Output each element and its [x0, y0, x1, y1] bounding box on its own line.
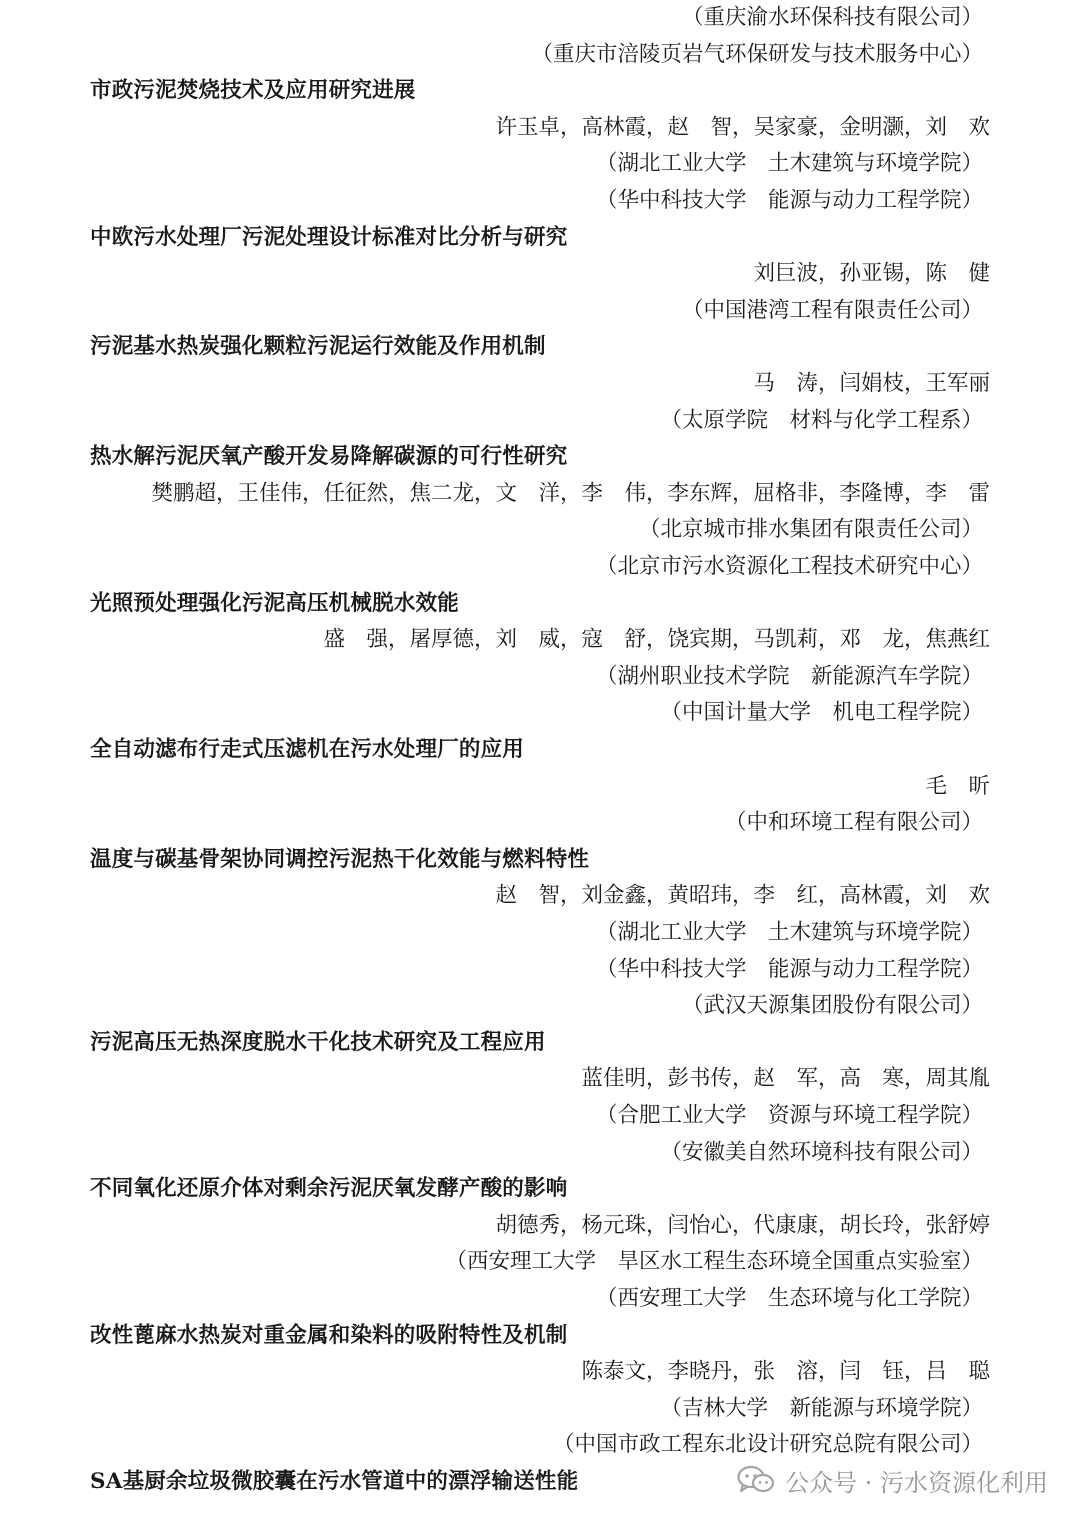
- paper-affiliation: （重庆渝水环保科技有限公司）: [681, 5, 983, 30]
- paper-affiliation: （北京市污水资源化工程技术研究中心）: [595, 554, 983, 579]
- paper-title: 污泥基水热炭强化颗粒污泥运行效能及作用机制: [90, 334, 546, 360]
- paper-affiliation: （合肥工业大学 资源与环境工程学院）: [595, 1103, 983, 1128]
- paper-affiliation: （湖州职业技术学院 新能源汽车学院）: [595, 663, 983, 689]
- paper-authors: 盛 强，屠厚德，刘 威，寇 舒，饶宾期，马凯莉，邓 龙，焦燕红: [323, 627, 990, 653]
- paper-affiliation: （中国港湾工程有限责任公司）: [681, 297, 983, 323]
- paper-affiliation: （中国市政工程东北设计研究总院有限公司）: [552, 1432, 983, 1458]
- paper-authors: 毛 昕: [925, 773, 990, 799]
- paper-affiliation: （湖北工业大学 土木建筑与环境学院）: [595, 920, 983, 945]
- paper-authors: 蓝佳明，彭书传，赵 军，高 寒，周其胤: [581, 1066, 990, 1092]
- paper-authors: 樊鹏超，王佳伟，任征然，焦二龙，文 洋，李 伟，李东辉，屈格非，李隆博，李 雷: [151, 480, 990, 506]
- watermark-text: 公众号 · 污水资源化利用: [785, 1468, 1048, 1497]
- paper-affiliation: （重庆市涪陵页岩气环保研发与技术服务中心）: [531, 41, 983, 67]
- paper-affiliation: （中和环境工程有限公司）: [724, 810, 983, 836]
- paper-affiliation: （中国计量大学 机电工程学院）: [660, 700, 983, 726]
- paper-affiliation: （华中科技大学 能源与动力工程学院）: [595, 188, 983, 213]
- paper-title: 污泥高压无热深度脱水干化技术研究及工程应用: [90, 1029, 546, 1055]
- watermark: [737, 1460, 1048, 1500]
- paper-title: SA基厨余垃圾微胶囊在污水管道中的漂浮输送性能: [90, 1469, 579, 1494]
- paper-affiliation: （湖北工业大学 土木建筑与环境学院）: [595, 151, 983, 177]
- paper-title: 温度与碳基骨架协同调控污泥热干化效能与燃料特性: [90, 846, 590, 872]
- paper-affiliation: （安徽美自然环境科技有限公司）: [660, 1139, 983, 1165]
- paper-affiliation: （西安理工大学 旱区水工程生态环境全国重点实验室）: [445, 1249, 983, 1275]
- paper-title: 热水解污泥厌氧产酸开发易降解碳源的可行性研究: [90, 444, 568, 470]
- paper-title: 不同氧化还原介体对剩余污泥厌氧发酵产酸的影响: [90, 1176, 568, 1202]
- paper-authors: 马 涛，闫娟枝，王军丽: [753, 371, 990, 396]
- paper-authors: 胡德秀，杨元珠，闫怡心，代康康，胡长玲，张舒婷: [495, 1212, 990, 1238]
- paper-affiliation: （太原学院 材料与化学工程系）: [660, 407, 983, 433]
- paper-title: 市政污泥焚烧技术及应用研究进展: [90, 78, 416, 104]
- paper-affiliation: （西安理工大学 生态环境与化工学院）: [595, 1286, 983, 1311]
- paper-title: 中欧污水处理厂污泥处理设计标准对比分析与研究: [90, 224, 568, 250]
- paper-authors: 刘巨波，孙亚锡，陈 健: [753, 261, 990, 287]
- wechat-icon: [737, 1465, 775, 1495]
- paper-title: 光照预处理强化污泥高压机械脱水效能: [90, 590, 459, 616]
- paper-authors: 许玉卓，高林霞，赵 智，吴家豪，金明灏，刘 欢: [495, 114, 990, 140]
- paper-title: 全自动滤布行走式压滤机在污水处理厂的应用: [90, 737, 525, 762]
- paper-affiliation: （华中科技大学 能源与动力工程学院）: [595, 956, 983, 982]
- paper-affiliation: （北京城市排水集团有限责任公司）: [638, 517, 983, 543]
- paper-title: 改性蓖麻水热炭对重金属和染料的吸附特性及机制: [90, 1322, 568, 1348]
- paper-authors: 陈泰文，李晓丹，张 溶，闫 钰，吕 聪: [581, 1359, 990, 1385]
- paper-authors: 赵 智，刘金鑫，黄昭玮，李 红，高林霞，刘 欢: [495, 883, 990, 909]
- paper-affiliation: （武汉天源集团股份有限公司）: [681, 993, 983, 1019]
- paper-affiliation: （吉林大学 新能源与环境学院）: [660, 1395, 983, 1421]
